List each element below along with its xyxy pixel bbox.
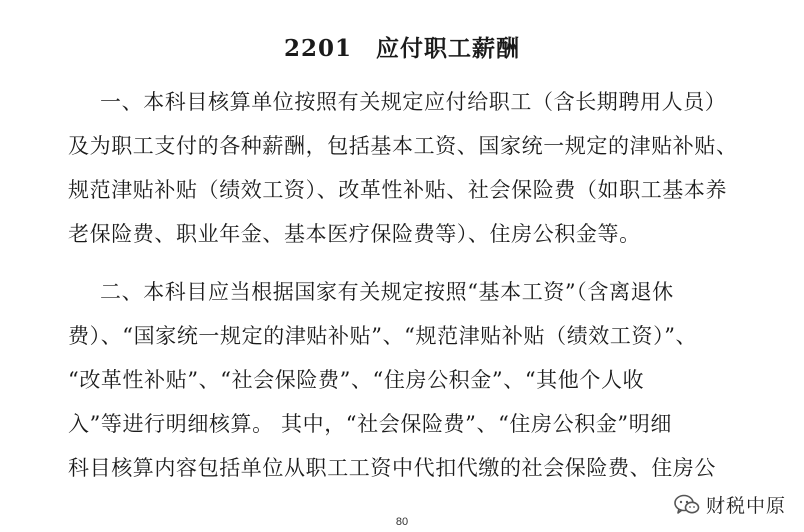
text-line-7: “改革性补贴”、“社会保险费”、“住房公积金”、“其他个人收 — [68, 368, 645, 392]
wechat-icon — [674, 494, 700, 516]
text-line-6: 费）、“国家统一规定的津贴补贴”、“规范津贴补贴（绩效工资）”、 — [68, 324, 698, 348]
text-line-3: 规范津贴补贴（绩效工资）、改革性补贴、社会保险费（如职工基本养 — [68, 178, 728, 202]
text-line-4: 老保险费、职业年金、基本医疗保险费等）、住房公积金等。 — [68, 222, 641, 246]
watermark — [672, 489, 790, 520]
text-line-2: 及为职工支付的各种薪酬，包括基本工资、国家统一规定的津贴补贴、 — [68, 134, 738, 158]
page-number: 80 — [395, 516, 409, 528]
watermark-text: 财税中原 — [705, 495, 786, 517]
section-title: 2201 应付职工薪酬 — [283, 35, 520, 62]
text-line-5: 二、本科目应当根据国家有关规定按照“基本工资”（含离退休 — [100, 280, 674, 304]
text-line-9: 科目核算内容包括单位从职工工资中代扣代缴的社会保险费、住房公 — [68, 456, 716, 480]
text-line-1: 一、本科目核算单位按照有关规定应付给职工（含长期聘用人员） — [100, 90, 727, 114]
text-line-8: 入”等进行明细核算。 其中，“社会保险费”、“住房公积金”明细 — [68, 412, 672, 436]
